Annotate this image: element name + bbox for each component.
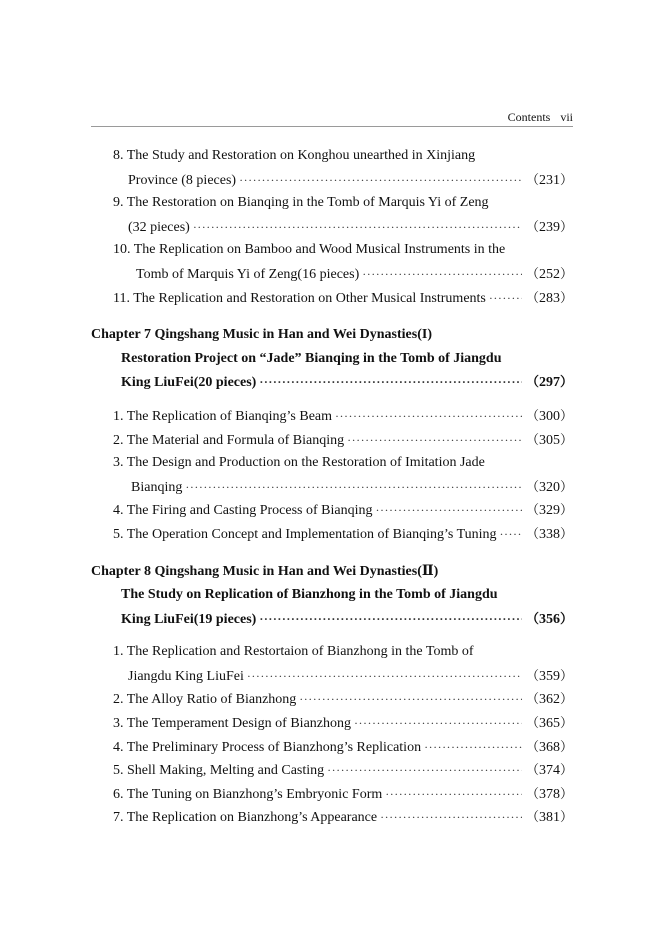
page-number-value: 320 — [538, 479, 560, 495]
paren-close: ） — [559, 715, 573, 731]
toc-item[interactable] — [91, 640, 573, 687]
dot-leader — [380, 806, 522, 830]
toc-text: King LiuFei(19 pieces) — [121, 611, 257, 627]
toc-text: 7. The Replication on Bianzhong’s Appearance — [113, 810, 378, 826]
paren-close: ） — [559, 431, 573, 447]
toc-page-number — [525, 758, 573, 783]
toc-item[interactable] — [91, 428, 573, 452]
toc-line — [91, 347, 573, 371]
toc-line — [91, 498, 573, 522]
toc-text: 1. The Replication of Bianqing’s Beam — [113, 408, 333, 424]
paren-close: ） — [559, 809, 573, 825]
toc-text: 4. The Preliminary Process of Bianzhong’s Replication — [113, 739, 422, 755]
toc-page-number — [525, 664, 573, 689]
paren-close: ） — [559, 785, 573, 801]
toc-item[interactable] — [91, 404, 573, 428]
toc-line — [91, 215, 573, 239]
toc-text: 3. The Temperament Design of Bianzhong — [113, 716, 351, 732]
page-number-value: 362 — [538, 692, 560, 708]
toc-item[interactable] — [91, 238, 573, 285]
spacer — [91, 630, 573, 640]
toc-item[interactable] — [91, 758, 573, 782]
paren-open: （ — [525, 478, 539, 494]
page-number-value: 378 — [538, 786, 560, 802]
toc-item[interactable] — [91, 735, 573, 759]
toc-line — [91, 475, 573, 499]
header-page-number: vii — [560, 110, 573, 124]
toc-text: Jiangdu King LiuFei — [128, 668, 244, 684]
toc-text: 2. The Alloy Ratio of Bianzhong — [113, 692, 297, 708]
page-number-value: 365 — [538, 716, 560, 732]
dot-leader — [185, 476, 522, 500]
dot-leader — [385, 783, 522, 807]
dot-leader — [489, 287, 522, 311]
paren-close: ） — [559, 525, 573, 541]
toc-page-number — [525, 687, 573, 712]
paren-open: （ — [525, 502, 539, 518]
dot-leader — [259, 608, 522, 632]
toc-line — [91, 782, 573, 806]
toc-line — [91, 805, 573, 829]
page-number-value: 329 — [538, 503, 560, 519]
toc-text: Province (8 pieces) — [128, 172, 237, 188]
dot-leader — [193, 216, 522, 240]
paren-close: ） — [559, 289, 573, 305]
toc-line — [91, 404, 573, 428]
paren-close: ） — [559, 374, 573, 390]
toc-line — [91, 664, 573, 688]
toc-item[interactable] — [91, 286, 573, 310]
paren-close: ） — [559, 667, 573, 683]
page-number-value: 283 — [538, 290, 560, 306]
toc-page-number — [525, 498, 573, 523]
page-number-value: 359 — [538, 668, 560, 684]
toc-text: 6. The Tuning on Bianzhong’s Embryonic Form — [113, 786, 383, 802]
page-number-value: 356 — [538, 611, 560, 627]
toc-page-number — [525, 215, 573, 240]
paren-close: ） — [559, 610, 573, 626]
paren-open: （ — [525, 171, 539, 187]
page-number-value: 381 — [538, 810, 560, 826]
toc-page-number — [525, 475, 573, 500]
paren-close: ） — [559, 407, 573, 423]
toc-item[interactable] — [91, 191, 573, 238]
paren-open: （ — [525, 265, 539, 281]
dot-leader — [354, 712, 522, 736]
toc-text: Chapter 7 Qingshang Music in Han and Wei Dynasties(I) — [91, 327, 432, 343]
toc-page-number — [525, 607, 573, 632]
toc-item[interactable] — [91, 522, 573, 546]
toc-text: Restoration Project on “Jade” Bianqing in the Tomb of Jiangdu — [121, 350, 502, 366]
running-header — [91, 108, 573, 127]
toc-page-number — [525, 404, 573, 429]
page-number-value: 231 — [538, 172, 560, 188]
toc-page-number — [525, 782, 573, 807]
paren-close: ） — [559, 171, 573, 187]
toc-item[interactable] — [91, 451, 573, 498]
toc-line — [91, 583, 573, 607]
toc-line — [91, 560, 573, 584]
toc-line — [91, 168, 573, 192]
paren-open: （ — [525, 667, 539, 683]
paren-close: ） — [559, 738, 573, 754]
toc-text: 4. The Firing and Casting Process of Bianqing — [113, 503, 373, 519]
toc-text: 3. The Design and Production on the Restoration of Imitation Jade — [113, 455, 485, 471]
toc-line — [91, 711, 573, 735]
toc-text: Tomb of Marquis Yi of Zeng(16 pieces) — [136, 266, 360, 282]
toc-line — [91, 286, 573, 310]
toc-line — [91, 735, 573, 759]
page-number-value: 305 — [538, 432, 560, 448]
toc-line — [91, 451, 573, 475]
toc-item[interactable] — [91, 782, 573, 806]
dot-leader — [376, 499, 523, 523]
paren-close: ） — [559, 762, 573, 778]
table-of-contents — [91, 144, 573, 829]
paren-open: （ — [525, 289, 539, 305]
toc-line — [91, 522, 573, 546]
toc-page-number — [525, 805, 573, 830]
paren-open: （ — [525, 610, 539, 626]
toc-line — [91, 607, 573, 631]
page-number-value: 252 — [538, 266, 560, 282]
toc-page-number — [525, 735, 573, 760]
toc-line — [91, 758, 573, 782]
page-number-value: 300 — [538, 408, 560, 424]
dot-leader — [335, 405, 522, 429]
paren-open: （ — [525, 691, 539, 707]
paren-close: ） — [559, 502, 573, 518]
dot-leader — [500, 523, 522, 547]
toc-page-number — [525, 370, 573, 395]
toc-text: Chapter 8 Qingshang Music in Han and Wei Dynasties(Ⅱ) — [91, 563, 439, 579]
toc-text: 2. The Material and Formula of Bianqing — [113, 432, 345, 448]
toc-line — [91, 262, 573, 286]
spacer — [91, 394, 573, 404]
toc-text: (32 pieces) — [128, 219, 190, 235]
toc-item[interactable] — [91, 144, 573, 191]
paren-open: （ — [525, 407, 539, 423]
toc-line — [91, 238, 573, 262]
paren-close: ） — [559, 691, 573, 707]
page-number-value: 374 — [538, 763, 560, 779]
page-number-value: 368 — [538, 739, 560, 755]
page-number-value: 297 — [538, 375, 560, 391]
page-number-value: 239 — [538, 219, 560, 235]
toc-text: 11. The Replication and Restoration on Other Musical Instruments — [113, 290, 486, 306]
paren-open: （ — [525, 218, 539, 234]
paren-open: （ — [525, 715, 539, 731]
toc-item[interactable] — [91, 498, 573, 522]
toc-text: 5. The Operation Concept and Implementation of Bianqing’s Tuning — [113, 526, 497, 542]
paren-close: ） — [559, 218, 573, 234]
paren-open: （ — [525, 738, 539, 754]
paren-open: （ — [525, 374, 539, 390]
paren-open: （ — [525, 762, 539, 778]
toc-text: 5. Shell Making, Melting and Casting — [113, 763, 325, 779]
toc-text: 1. The Replication and Restortaion of Bianzhong in the Tomb of — [113, 644, 474, 660]
paren-close: ） — [559, 478, 573, 494]
toc-text: The Study on Replication of Bianzhong in the Tomb of Jiangdu — [121, 587, 498, 603]
dot-leader — [239, 169, 522, 193]
toc-page-number — [525, 428, 573, 453]
toc-text: Bianqing — [131, 479, 183, 495]
toc-text: 10. The Replication on Bamboo and Wood Musical Instruments in the — [113, 242, 506, 258]
paren-open: （ — [525, 525, 539, 541]
page-number-value: 338 — [538, 526, 560, 542]
dot-leader — [247, 665, 522, 689]
paren-open: （ — [525, 809, 539, 825]
toc-line — [91, 640, 573, 664]
toc-text: King LiuFei(20 pieces) — [121, 375, 257, 391]
toc-text: 9. The Restoration on Bianqing in the Tomb of Marquis Yi of Zeng — [113, 195, 489, 211]
toc-line — [91, 428, 573, 452]
header-title: Contents — [507, 110, 551, 124]
toc-page-number — [525, 262, 573, 287]
paren-open: （ — [525, 785, 539, 801]
toc-text: 8. The Study and Restoration on Konghou unearthed in Xinjiang — [113, 148, 476, 163]
toc-page-number — [525, 522, 573, 547]
paren-open: （ — [525, 431, 539, 447]
toc-chapter[interactable] — [91, 560, 573, 631]
spacer — [91, 309, 573, 323]
dot-leader — [259, 371, 522, 395]
toc-line — [91, 687, 573, 711]
toc-page-number — [525, 286, 573, 311]
toc-page-number — [525, 168, 573, 193]
toc-line — [91, 191, 573, 215]
dot-leader — [424, 736, 522, 760]
toc-line — [91, 323, 573, 347]
dot-leader — [347, 429, 522, 453]
toc-chapter[interactable] — [91, 323, 573, 394]
toc-item[interactable] — [91, 687, 573, 711]
dot-leader — [327, 759, 522, 783]
toc-line — [91, 144, 573, 168]
spacer — [91, 546, 573, 560]
toc-page-number — [525, 711, 573, 736]
dot-leader — [299, 688, 522, 712]
toc-item[interactable] — [91, 805, 573, 829]
paren-close: ） — [559, 265, 573, 281]
dot-leader — [362, 263, 522, 287]
toc-line — [91, 370, 573, 394]
toc-item[interactable] — [91, 711, 573, 735]
